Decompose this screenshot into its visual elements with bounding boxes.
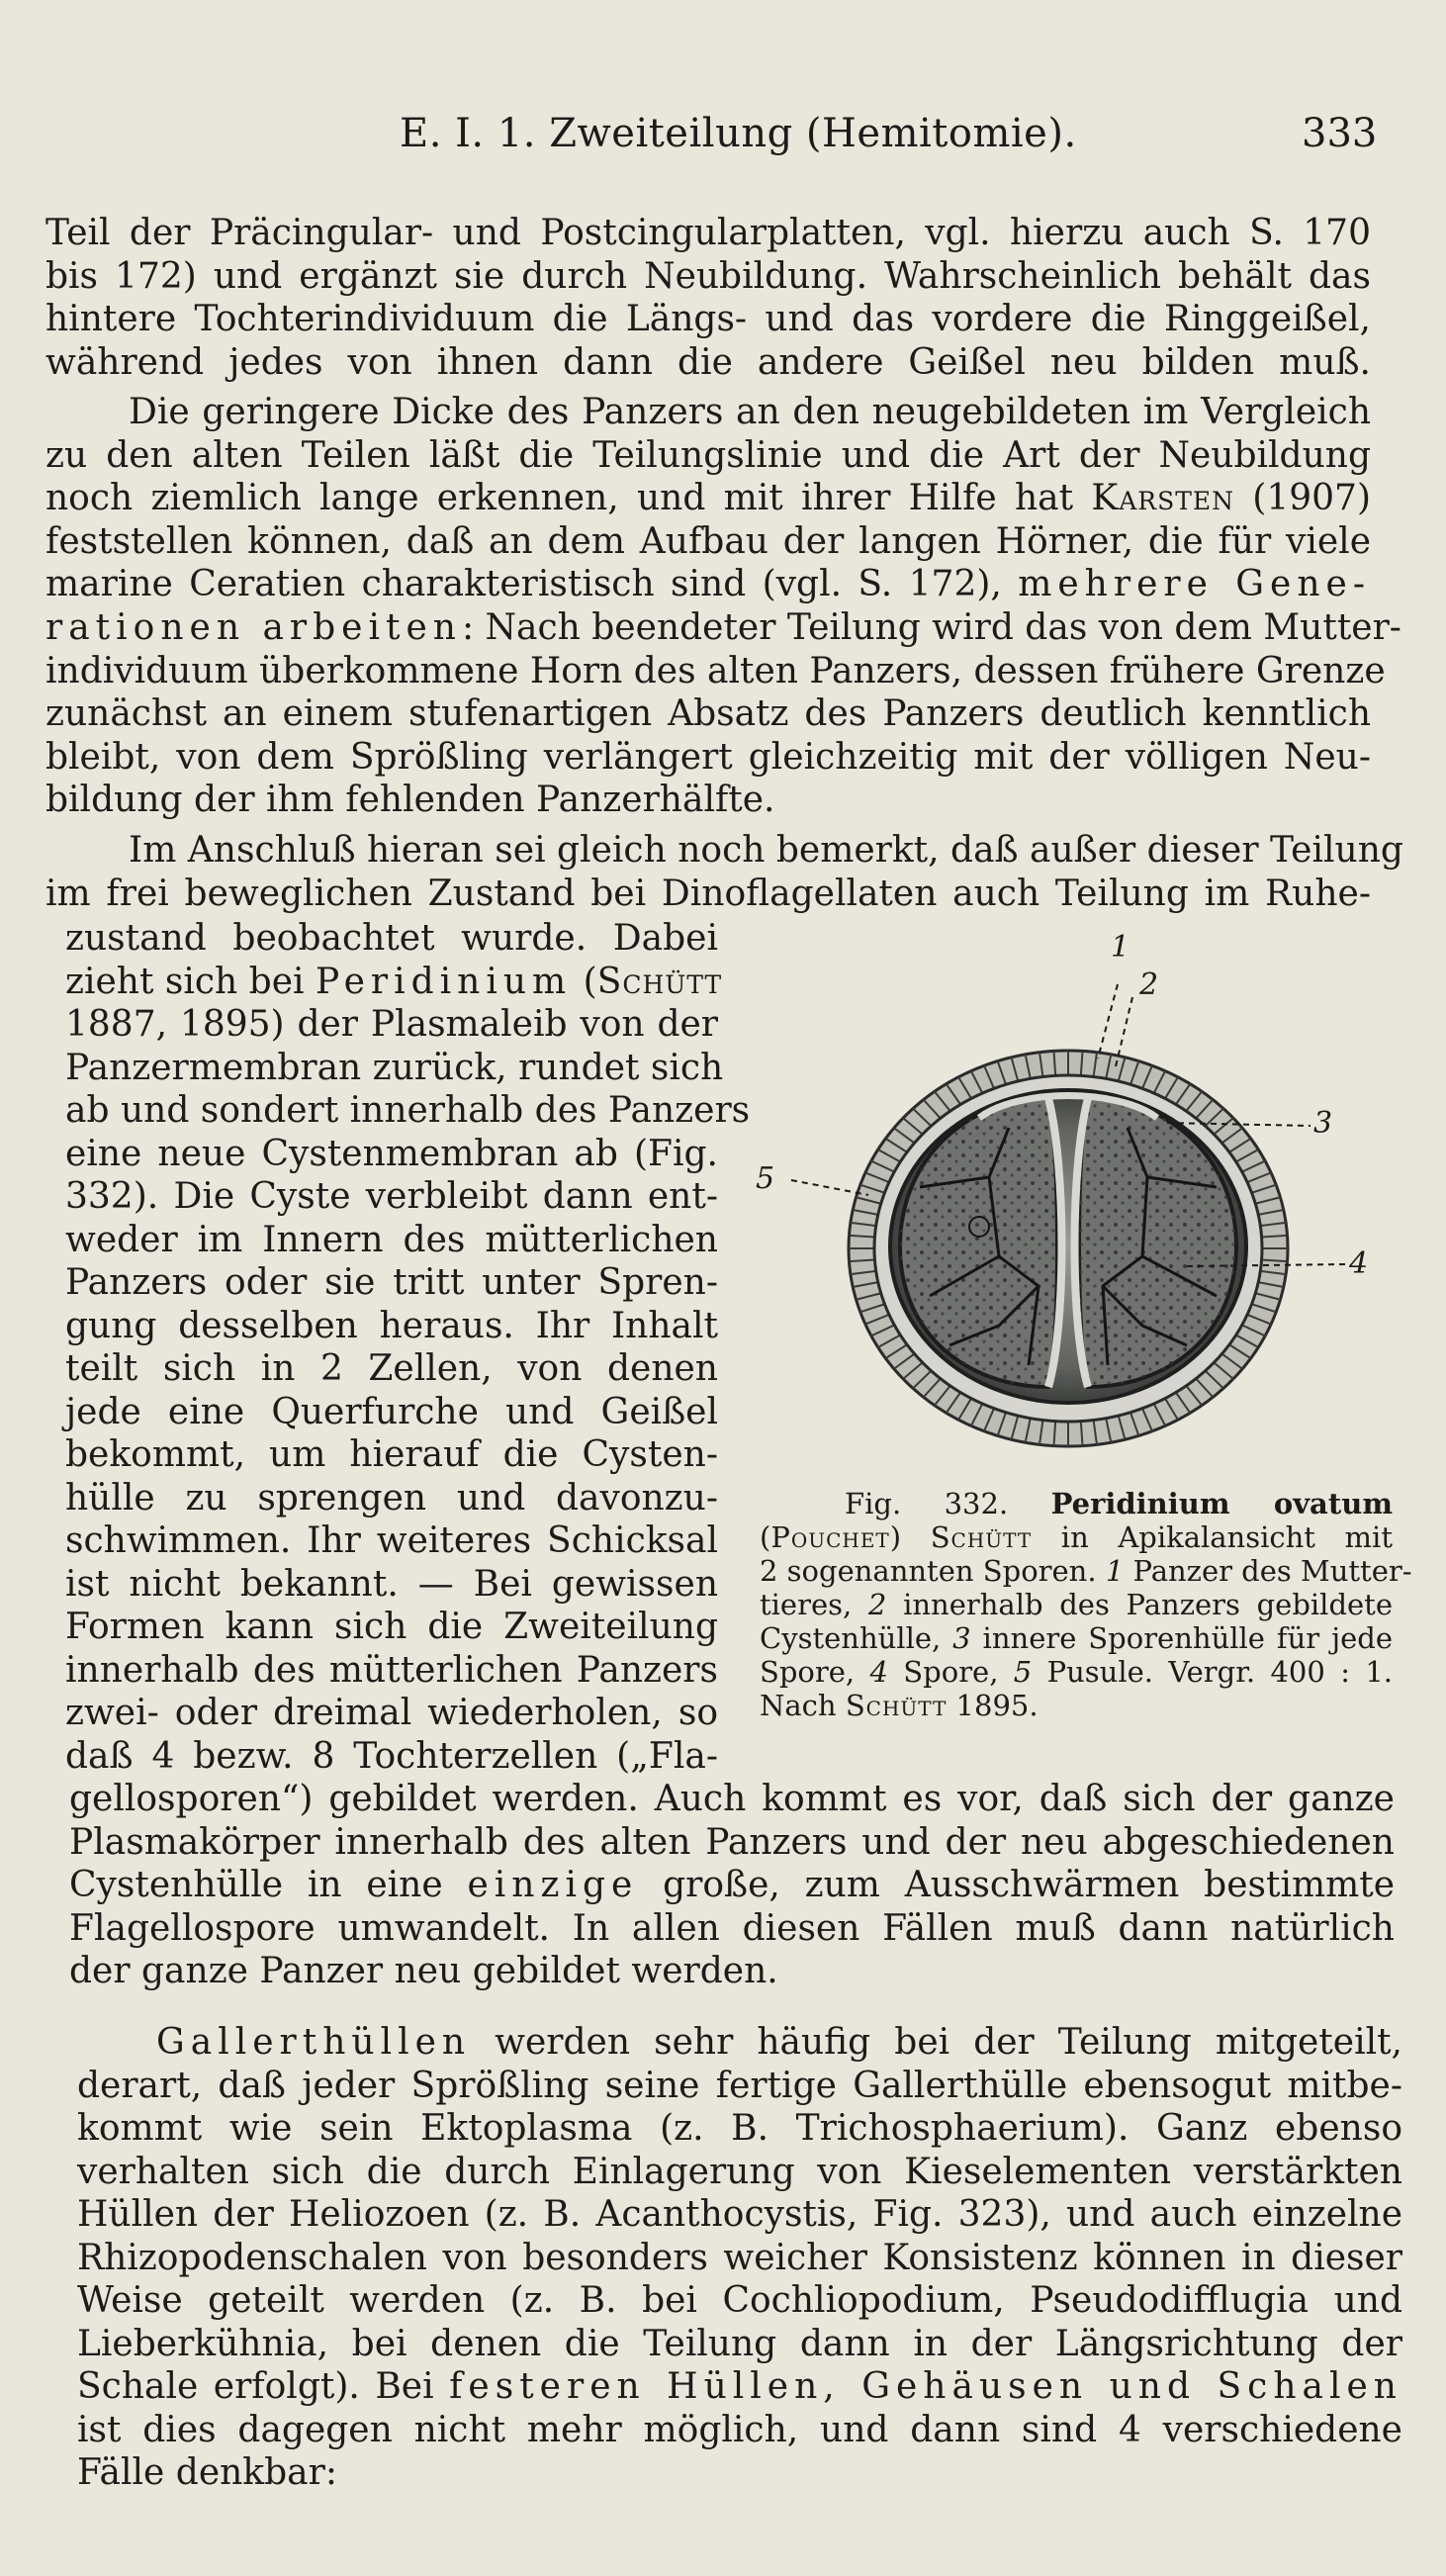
text-line: teilt sich in 2 Zellen, von denen	[65, 1348, 718, 1389]
text-line: hintere Tochterindividuum die Längs- und das vordere die Ringgeißel,	[45, 299, 1371, 340]
text-line: zustand beobachtet wurde. Dabei	[65, 918, 718, 959]
text-line: feststellen können, daß an dem Aufbau der langen Hörner, die für viele	[45, 520, 1371, 562]
spaced-emphasis: einzige	[467, 1865, 639, 1906]
peridinium-drawing	[752, 930, 1395, 1484]
text-line: ist nicht bekannt. — Bei gewissen	[65, 1563, 718, 1605]
text-line: gung desselben heraus. Ihr Inhalt	[65, 1305, 718, 1346]
text-line: zieht sich bei Peridinium (Schütt	[65, 961, 723, 1002]
figure-label: 3	[1313, 1106, 1333, 1141]
spaced-emphasis: rationen arbeiten	[45, 606, 462, 648]
caption-line: (Pouchet) Schütt in Apikalansicht mit	[760, 1520, 1393, 1554]
text-line: bis 172) und ergänzt sie durch Neubildung. Wahrscheinlich behält das	[45, 255, 1371, 297]
page-number: 333	[1302, 111, 1378, 156]
text-line: während jedes von ihnen dann die andere Geißel neu bilden muß.	[45, 341, 1371, 383]
caption-line: Fig. 332. Peridinium ovatum	[845, 1487, 1394, 1520]
text-line: Formen kann sich die Zweiteilung	[65, 1607, 718, 1647]
text-line: Fälle denkbar:	[77, 2452, 337, 2493]
text-line: Gallerthüllen werden sehr häufig bei der Teilung mitgeteilt,	[156, 2022, 1402, 2063]
text-line: Hüllen der Heliozoen (z. B. Acanthocystis, Fig. 323), und auch einzelne	[77, 2194, 1402, 2235]
paragraph-3-continuation	[69, 1778, 1395, 1993]
spaced-emphasis: Gallerthüllen	[156, 2022, 472, 2063]
text-line: Rhizopodenschalen von besonders weicher Konsistenz können in dieser	[77, 2237, 1402, 2278]
text-line: der ganze Panzer neu gebildet werden.	[69, 1951, 778, 1992]
text-column	[65, 917, 751, 1778]
figure-caption	[760, 1487, 1412, 1722]
caption-line: Nach Schütt 1895.	[760, 1689, 1039, 1722]
text-line: Im Anschluß hieran sei gleich noch bemerkt, daß außer dieser Teilung	[129, 830, 1403, 871]
paragraph-2	[45, 391, 1401, 822]
text-line: ab und sondert innerhalb des Panzers	[65, 1090, 751, 1131]
caption-line: Spore, 4 Spore, 5 Pusule. Vergr. 400 : 1.	[760, 1655, 1393, 1689]
caption-line: Cystenhülle, 3 innere Sporenhülle für jede	[760, 1621, 1393, 1655]
text-line: Panzermembran zurück, rundet sich	[65, 1047, 724, 1088]
text-line: Flagellospore umwandelt. In allen diesen Fällen muß dann natürlich	[69, 1907, 1395, 1949]
text-line: im frei beweglichen Zustand bei Dinoflagellaten auch Teilung im Ruhe-	[45, 873, 1371, 914]
text-line: verhalten sich die durch Einlagerung von Kieselementen verstärkten	[77, 2151, 1402, 2192]
figure-label: 4	[1349, 1246, 1369, 1281]
text-line: ist dies dagegen nicht mehr möglich, und dann sind 4 verschiedene	[77, 2409, 1402, 2450]
paragraph-3	[45, 829, 1403, 915]
text-line: derart, daß jeder Sprößling seine fertige Gallerthülle ebensogut mitbe-	[77, 2065, 1402, 2106]
author-name: Schütt	[845, 1689, 948, 1722]
text-line: Cystenhülle in eine einzige große, zum Ausschwärmen bestimmte	[69, 1865, 1396, 1906]
figure-332-illustration	[752, 930, 1395, 1484]
text-line: bildung der ihm fehlenden Panzerhälfte.	[45, 780, 775, 821]
text-line: eine neue Cystenmembran ab (Fig.	[65, 1133, 718, 1174]
figure-label: 1	[1111, 930, 1130, 965]
text-line: schwimmen. Ihr weiteres Schicksal	[65, 1520, 718, 1561]
author-name: Schütt	[930, 1520, 1033, 1554]
paragraph-1	[45, 212, 1371, 384]
text-line: jede eine Querfurche und Geißel	[65, 1391, 718, 1432]
text-line: marine Ceratien charakteristisch sind (vgl. S. 172), mehrere Gene-	[45, 564, 1371, 605]
text-line: zunächst an einem stufenartigen Absatz des Panzers deutlich kenntlich	[45, 693, 1371, 735]
text-line: hülle zu sprengen und davonzu-	[65, 1477, 718, 1518]
text-line: Panzers oder sie tritt unter Spren-	[65, 1262, 718, 1303]
text-line: 1887, 1895) der Plasmaleib von der	[65, 1004, 718, 1045]
spaced-emphasis: festeren Hüllen, Gehäusen und Schalen	[449, 2366, 1402, 2407]
text-line: Schale erfolgt). Bei festeren Hüllen, Gehäusen und Schalen	[77, 2366, 1402, 2407]
caption-line: tieres, 2 innerhalb des Panzers gebildete	[760, 1588, 1393, 1621]
author-name: Schütt	[596, 961, 723, 1002]
text-line: innerhalb des mütterlichen Panzers	[65, 1649, 718, 1691]
text-line: gellosporen“) gebildet werden. Auch kommt es vor, daß sich der ganze	[69, 1779, 1395, 1819]
species-name: Peridinium ovatum	[1050, 1487, 1394, 1520]
text-line: kommt wie sein Ektoplasma (z. B. Trichosphaerium). Ganz ebenso	[77, 2108, 1402, 2149]
text-line: weder im Innern des mütterlichen	[65, 1219, 718, 1260]
spaced-emphasis: mehrere Gene-	[1018, 564, 1371, 605]
spaced-emphasis: Peridinium	[315, 961, 573, 1002]
text-line: zu den alten Teilen läßt die Teilungslinie und die Art der Neubildung	[45, 434, 1371, 476]
text-line: Plasmakörper innerhalb des alten Panzers und der neu abgeschiedenen	[69, 1821, 1395, 1863]
text-line: bleibt, von dem Sprößling verlängert gleichzeitig mit der völligen Neu-	[45, 736, 1371, 778]
running-header: E. I. 1. Zweiteilung (Hemitomie).	[400, 111, 1077, 156]
figure-label: 5	[756, 1161, 775, 1196]
text-line: rationen arbeiten: Nach beendeter Teilung wird das von dem Mutter-	[45, 606, 1401, 648]
caption-line: 2 sogenannten Sporen. 1 Panzer des Mutter-	[760, 1554, 1412, 1588]
author-name: Karsten	[1091, 478, 1235, 519]
text-line: noch ziemlich lange erkennen, und mit ihrer Hilfe hat Karsten (1907)	[45, 478, 1371, 519]
text-line: Lieberkühnia, bei denen die Teilung dann in der Längsrichtung der	[77, 2323, 1402, 2364]
text-line: zwei- oder dreimal wiederholen, so	[65, 1693, 718, 1733]
text-line: 332). Die Cyste verbleibt dann ent-	[65, 1176, 718, 1217]
text-line: daß 4 bezw. 8 Tochterzellen („Fla-	[65, 1735, 718, 1777]
paragraph-4	[77, 2021, 1402, 2495]
figure-label: 2	[1139, 967, 1159, 1002]
text-line: Teil der Präcingular- und Postcingularplatten, vgl. hierzu auch S. 170	[45, 213, 1371, 253]
text-line: individuum überkommene Horn des alten Panzers, dessen frühere Grenze	[45, 650, 1386, 691]
text-line: Weise geteilt werden (z. B. bei Cochliopodium, Pseudodifflugia und	[77, 2280, 1402, 2321]
text-line: Die geringere Dicke des Panzers an den neugebildeten im Vergleich	[129, 392, 1371, 432]
author-name: Pouchet	[770, 1520, 890, 1554]
text-line: bekommt, um hierauf die Cysten-	[65, 1434, 718, 1475]
